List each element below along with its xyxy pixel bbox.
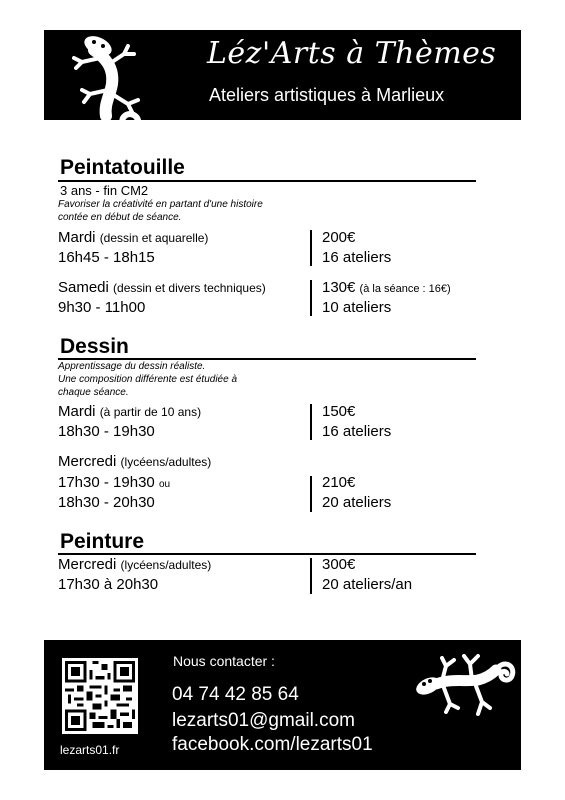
section-description-line: chaque séance. (58, 387, 129, 398)
session-day: Mercredi (lycéens/adultes) (58, 556, 212, 573)
session-count: 16 ateliers (322, 249, 392, 266)
session-count: 20 ateliers (322, 494, 392, 511)
section-description-line: Apprentissage du dessin réaliste. (58, 361, 206, 372)
age-range: 3 ans - fin CM2 (60, 183, 149, 198)
session-day: Samedi (dessin et divers techniques) (58, 279, 266, 296)
column-divider (310, 476, 312, 512)
column-divider (310, 404, 312, 440)
section-title-peinture: Peinture (60, 530, 145, 553)
section-description-line: contée en début de séance. (58, 212, 182, 223)
session-time: 17h30 à 20h30 (58, 576, 159, 593)
contact-email[interactable]: lezarts01@gmail.com (172, 710, 355, 731)
column-divider (310, 230, 312, 266)
session-count: 10 ateliers (322, 299, 392, 316)
column-divider (310, 280, 312, 316)
qr-code-icon[interactable] (62, 658, 138, 734)
section-title-dessin: Dessin (60, 335, 129, 358)
session-time: 9h30 - 11h00 (58, 299, 146, 316)
header-banner (44, 30, 521, 120)
section-divider (58, 553, 476, 555)
session-count: 20 ateliers/an (322, 576, 413, 593)
session-time: 18h30 - 20h30 (58, 494, 155, 511)
session-price: 210€ (322, 474, 356, 491)
contact-banner (44, 640, 521, 770)
session-time: 17h30 - 19h30 ou (58, 474, 171, 491)
session-price: 130€ (à la séance : 16€) (322, 279, 451, 296)
session-day: Mardi (à partir de 10 ans) (58, 403, 202, 420)
section-description-line: Favoriser la créativité en partant d'une histoire (58, 199, 263, 210)
section-description-line: Une composition différente est étudiée à (58, 374, 237, 385)
section-title-peintatouille: Peintatouille (60, 156, 185, 179)
lizard-icon (54, 32, 154, 150)
session-price: 200€ (322, 229, 356, 246)
contact-phone[interactable]: 04 74 42 85 64 (172, 684, 299, 705)
session-price: 300€ (322, 556, 356, 573)
website-caption[interactable]: lezarts01.fr (60, 743, 120, 757)
lizard-icon (412, 648, 516, 726)
session-time: 18h30 - 19h30 (58, 423, 155, 440)
session-price: 150€ (322, 403, 356, 420)
session-day: Mardi (dessin et aquarelle) (58, 229, 209, 246)
session-count: 16 ateliers (322, 423, 392, 440)
page-subtitle: Ateliers artistiques à Marlieux (209, 85, 445, 105)
contact-heading: Nous contacter : (173, 653, 275, 669)
column-divider (310, 558, 312, 594)
session-day: Mercredi (lycéens/adultes) (58, 453, 212, 470)
contact-facebook[interactable]: facebook.com/lezarts01 (172, 734, 373, 755)
session-time: 16h45 - 18h15 (58, 249, 155, 266)
page-title: Léz'Arts à Thèmes (207, 36, 497, 71)
